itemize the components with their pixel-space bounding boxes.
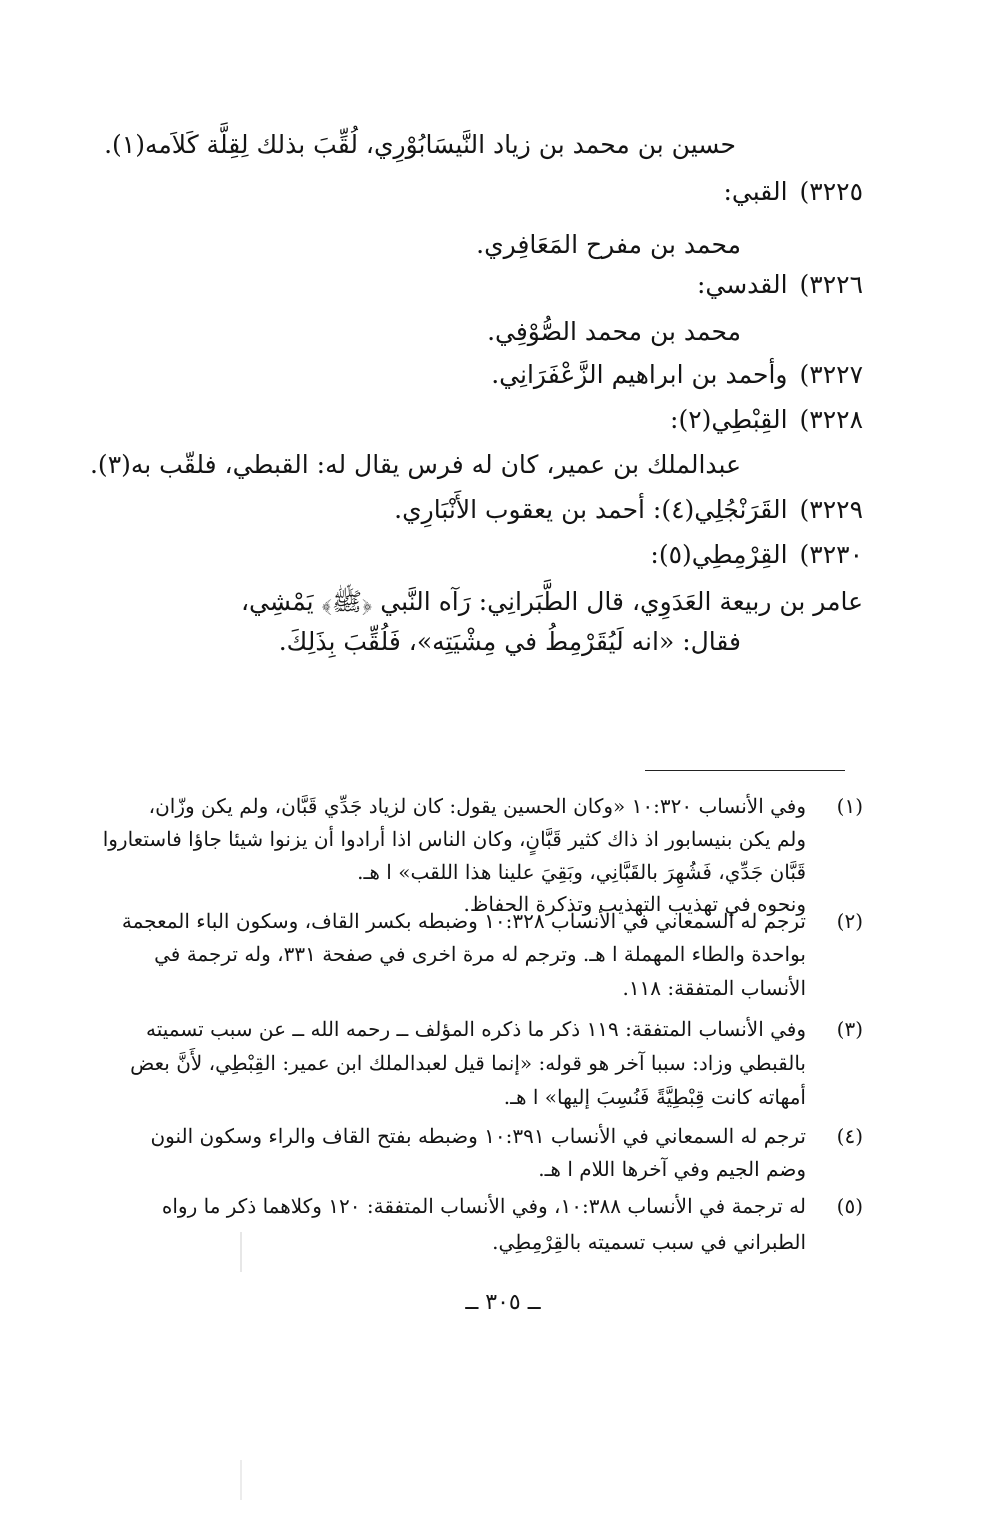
footnote-separator: [645, 770, 845, 771]
entry-3226: [697, 268, 863, 302]
text-line: حسين بن محمد بن زياد النَّيسَابُوْرِي، لُقِّبَ بذلك لِقِلَّة كَلاَمه(١).: [104, 130, 736, 159]
entry-3228: [670, 403, 863, 437]
entry-number: ٣٢٣٠): [799, 540, 863, 569]
footnote-number: (١): [836, 794, 863, 818]
text-line: محمد بن مفرح المَعَافِري.: [476, 230, 741, 259]
entry-number: ٣٢٢٧): [799, 360, 863, 389]
entry-title: القَرَنْجُلِي(٤): أحمد بن يعقوب الأَنْبَارِي.: [394, 495, 788, 524]
text-line: عبدالملك بن عمير، كان له فرس يقال له: القبطي، فلقّب به(٣).: [89, 450, 741, 479]
footnote-line: له ترجمة في الأنساب ١٠:٣٨٨، وفي الأنساب المتفقة: ١٢٠ وكلاهما ذكر ما رواه: [161, 1194, 806, 1218]
footnote-line: أمهاته كانت قِبْطِيَّةً فَنُسِبَ إليها» ا هـ.: [503, 1085, 806, 1109]
entry-title: القبي:: [723, 177, 788, 206]
entry-number: ٣٢٢٥): [799, 177, 863, 206]
entry-title: وأحمد بن ابراهيم الزَّعْفَرَانِي.: [491, 360, 788, 389]
footnote-number: (٣): [836, 1017, 863, 1041]
entry-title: القِرْمِطِي(٥):: [650, 540, 788, 569]
entry-3229: [394, 493, 863, 527]
footnote-line: ترجم له السمعاني في الأنساب ١٠:٣٢٨ وضبطه بكسر القاف، وسكون الباء المعجمة: [121, 909, 806, 933]
entry-title: القِبْطِي(٢):: [670, 405, 788, 434]
footnote-line: الأنساب المتفقة: ١١٨.: [622, 976, 806, 1000]
footnote-line: قَبَّان جَدِّي، فَشُهِرَ بالقَبَّانِي، وبَقِيَ علينا هذا اللقب» ا هـ.: [357, 860, 806, 884]
footnote-line: الطبراني في سبب تسميته بالقِرْمِطِي.: [492, 1230, 806, 1254]
scan-artifact: [238, 1232, 244, 1272]
text-line: عامر بن ربيعة العَدَوِي، قال الطَّبَرانِي: رَآه النَّبي ﴿ﷺ﴾ يَمْشِي،: [240, 587, 863, 616]
entry-number: ٣٢٢٦): [799, 270, 863, 299]
footnote-line: ترجم له السمعاني في الأنساب ١٠:٣٩١ وضبطه بفتح القاف والراء وسكون النون: [150, 1124, 806, 1148]
footnote-number: (٢): [836, 909, 863, 933]
page-number: ــ ٣٠٥ ــ: [465, 1290, 541, 1315]
entry-3227: [491, 358, 863, 392]
footnote-line: وفي الأنساب ١٠:٣٢٠ «وكان الحسين يقول: كان لزياد جَدِّي قَبَّان، ولم يكن وزّان،: [148, 794, 806, 818]
text-line: فقال: «انه لَيُقَرْمِطُ في مِشْيَتِه»، فَلُقِّبَ بِذَلِكَ.: [278, 627, 741, 656]
footnote-line: ولم يكن بنيسابور اذ ذاك كثير قَبَّانٍ، وكان الناس اذا أرادوا أن يزنوا شيئا جاؤا فاستعاروا: [102, 827, 806, 851]
footnote-line: وضم الجيم وفي آخرها اللام ا هـ.: [538, 1157, 806, 1181]
footnote-line: بالقبطي وزاد: سببا آخر هو قوله: «إنما قيل لعبدالملك ابن عمير: القِبْطِي، لأَنَّ بعض: [130, 1051, 806, 1075]
entry-3225: [724, 175, 864, 209]
footnote-number: (٤): [836, 1124, 863, 1148]
footnote-line: وفي الأنساب المتفقة: ١١٩ ذكر ما ذكره المؤلف ــ رحمه الله ــ عن سبب تسميته: [145, 1017, 806, 1041]
footnote-number: (٥): [836, 1194, 863, 1218]
footnote-line: ونحوه في تهذيب التهذيب وتذكرة الحفاظ.: [463, 892, 806, 916]
scan-artifact: [238, 1460, 244, 1500]
entry-title: القدسي:: [696, 270, 788, 299]
footnote-line: بواحدة والطاء المهملة ا هـ. وترجم له مرة اخرى في صفحة ٣٣١، وله ترجمة في: [154, 942, 806, 966]
entry-3230: [650, 538, 863, 572]
entry-number: ٣٢٢٩): [799, 495, 863, 524]
entry-number: ٣٢٢٨): [799, 405, 863, 434]
text-line: محمد بن محمد الصُّوْفِي.: [487, 317, 741, 346]
